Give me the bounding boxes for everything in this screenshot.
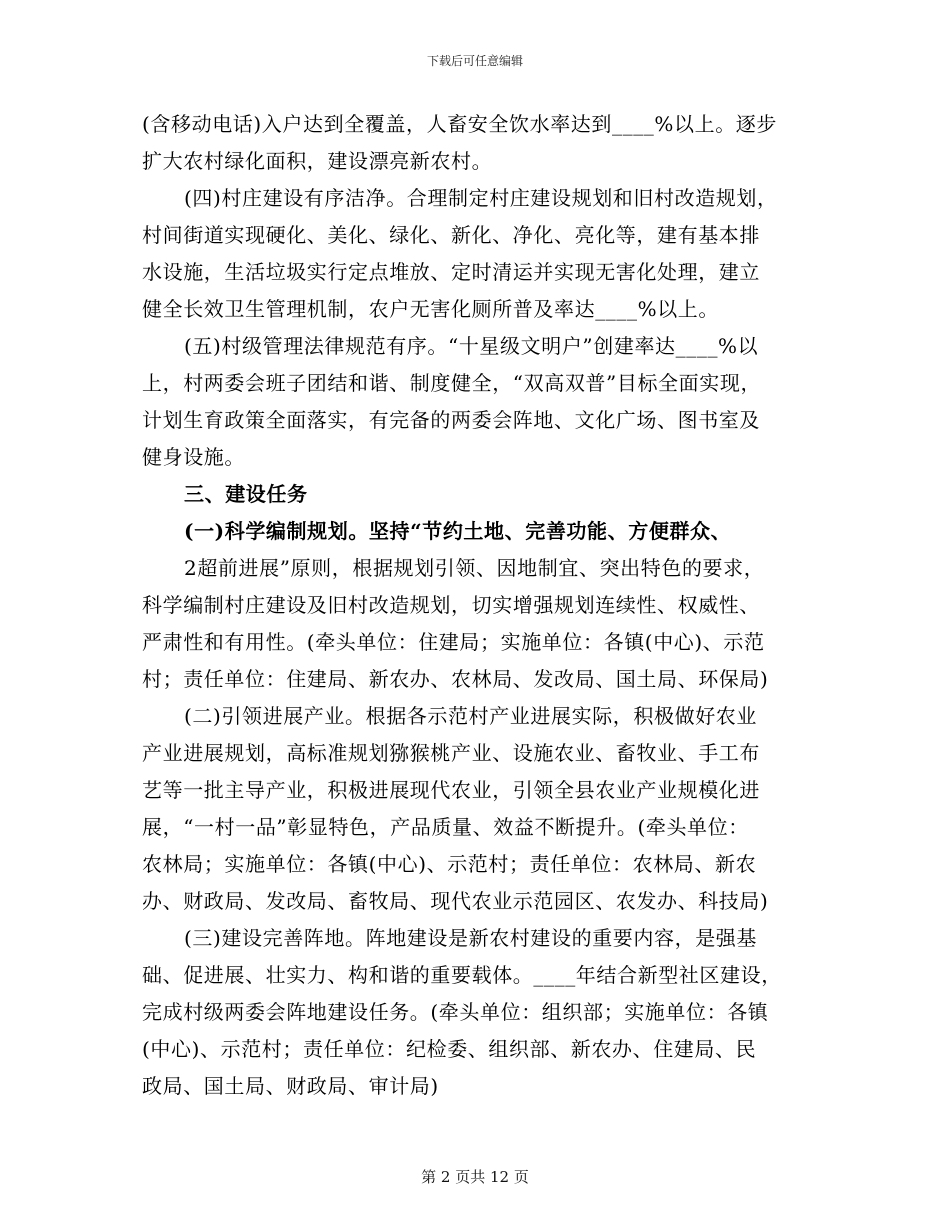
- text-line: (二)引领进展产业。根据各示范村产业进展实际，积极做好农业: [184, 704, 758, 728]
- text-line: 2超前进展”原则，根据规划引领、因地制宜、突出特色的要求，: [184, 556, 765, 580]
- text-line: 健身设施。: [142, 445, 245, 469]
- text-line: 础、促进展、壮实力、构和谐的重要载体。____年结合新型社区建设，: [142, 963, 782, 987]
- text-line: 展，“一村一品”彰显特色，产品质量、效益不断提升。(牵头单位：: [142, 815, 749, 839]
- text-line: 上，村两委会班子团结和谐、制度健全，“双高双普”目标全面实现，: [142, 371, 762, 395]
- text-line: 计划生育政策全面落实，有完备的两委会阵地、文化广场、图书室及: [142, 408, 760, 432]
- text-line: 完成村级两委会阵地建设任务。(牵头单位：组织部；实施单位：各镇: [142, 1000, 769, 1024]
- document-body: [142, 106, 817, 1105]
- text-line: (含移动电话)入户达到全覆盖，人畜安全饮水率达到____%以上。逐步: [142, 112, 778, 136]
- text-line: 扩大农村绿化面积，建设漂亮新农村。: [142, 149, 493, 173]
- text-line: 健全长效卫生管理机制，农户无害化厕所普及率达____%以上。: [142, 297, 720, 321]
- text-line: 科学编制村庄建设及旧村改造规划，切实增强规划连续性、权威性、: [142, 593, 760, 617]
- text-line: 艺等一批主导产业，积极进展现代农业，引领全县农业产业规模化进: [142, 778, 760, 802]
- heading-line: (一)科学编制规划。坚持“节约土地、完善功能、方便群众、: [184, 519, 732, 543]
- text-line: (三)建设完善阵地。阵地建设是新农村建设的重要内容，是强基: [184, 926, 758, 950]
- text-line: (中心)、示范村；责任单位：纪检委、组织部、新农办、住建局、民: [142, 1037, 757, 1061]
- text-line: 严肃性和有用性。(牵头单位：住建局；实施单位：各镇(中心)、示范: [142, 630, 765, 654]
- text-line: 政局、国土局、财政局、审计局): [142, 1074, 439, 1098]
- text-line: 村间街道实现硬化、美化、绿化、新化、净化、亮化等，建有基本排: [142, 223, 760, 247]
- text-line: 办、财政局、发改局、畜牧局、现代农业示范园区、农发办、科技局): [142, 889, 769, 913]
- text-line: 农林局；实施单位：各镇(中心)、示范村；责任单位：农林局、新农: [142, 852, 757, 876]
- heading-line: 三、建设任务: [184, 482, 308, 506]
- page-footer: 第 2 页共 12 页: [421, 1168, 529, 1186]
- text-line: (五)村级管理法律规范有序。“十星级文明户”创建率达____%以: [184, 334, 759, 358]
- text-line: 村；责任单位：住建局、新农办、农林局、发改局、国土局、环保局): [142, 667, 769, 691]
- page-header: 下载后可任意编辑: [426, 54, 523, 68]
- text-line: (四)村庄建设有序洁净。合理制定村庄建设规划和旧村改造规划，: [184, 186, 778, 210]
- text-line: 产业进展规划，高标准规划猕猴桃产业、设施农业、畜牧业、手工布: [142, 741, 760, 765]
- text-line: 水设施，生活垃圾实行定点堆放、定时清运并实现无害化处理，建立: [142, 260, 760, 284]
